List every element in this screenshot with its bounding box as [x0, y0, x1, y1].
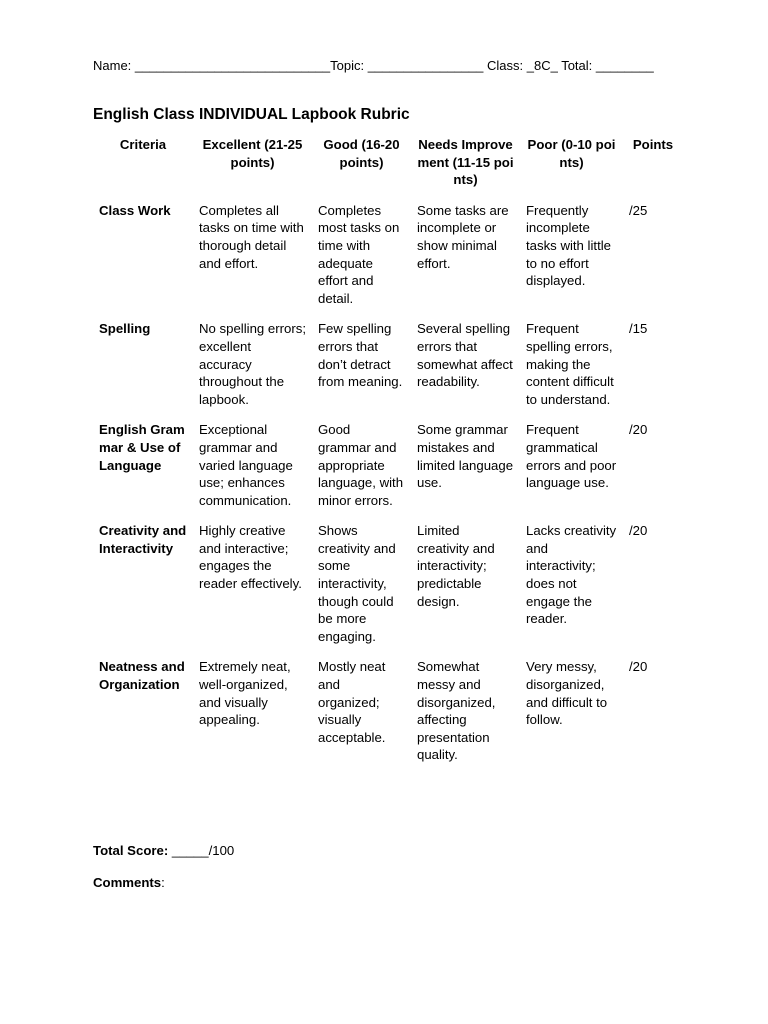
row-good: Completes most tasks on time with adequate effort and detail. — [318, 202, 400, 306]
total-blank: ________ — [595, 58, 654, 73]
header-needs-improvement: Needs Improvement (11-15 points) — [417, 137, 514, 188]
row-excellent: Completes all tasks on time with thorough detail and effort. — [199, 202, 304, 271]
total-label: Total: — [557, 58, 596, 73]
row-points: /25 — [629, 202, 648, 218]
header-fields — [93, 57, 654, 74]
total-score-label: Total Score: — [93, 843, 169, 858]
topic-label: Topic: — [330, 58, 368, 73]
row-points: /20 — [629, 422, 648, 438]
class-value: _8C_ — [526, 58, 558, 73]
row-excellent: Extremely neat, well-organized, and visually appealing. — [199, 659, 291, 728]
header-good: Good (16-20 points) — [323, 137, 400, 170]
row-points: /15 — [629, 321, 648, 337]
comments-label: Comments — [93, 875, 162, 890]
row-needs-improvement: Limited creativity and interactivity; predictable design. — [417, 523, 495, 609]
row-needs-improvement: Some tasks are incomplete or show minimal effort. — [417, 202, 509, 271]
row-needs-improvement: Somewhat messy and disorganized, affecting presentation quality. — [417, 659, 496, 763]
row-poor: Frequently incomplete tasks with little to no effort displayed. — [526, 202, 612, 289]
row-points: /20 — [629, 659, 648, 675]
comments-line — [93, 874, 165, 891]
table-header-row — [93, 136, 683, 202]
row-poor: Frequent spelling errors, making the content difficult to understand. — [526, 321, 614, 407]
row-criteria: Class Work — [99, 202, 171, 218]
row-needs-improvement: Several spelling errors that somewhat affect readability. — [417, 321, 513, 390]
header-excellent: Excellent (21-25 points) — [202, 137, 303, 170]
topic-blank: ________________ — [367, 58, 487, 73]
table-row — [93, 658, 683, 777]
row-poor: Frequent grammatical errors and poor language use. — [526, 422, 617, 491]
row-needs-improvement: Some grammar mistakes and limited language use. — [417, 422, 514, 491]
row-good: Mostly neat and organized; visually acceptable. — [318, 659, 386, 745]
name-label: Name: — [93, 58, 135, 73]
row-points: /20 — [629, 523, 648, 539]
row-poor: Very messy, disorganized, and difficult to follow. — [526, 659, 608, 728]
name-blank: ___________________________ — [134, 58, 331, 73]
row-criteria: English Grammar & Use of Language — [99, 422, 185, 473]
table-row — [93, 320, 683, 421]
total-score-value: _____/100 — [168, 843, 235, 858]
header-poor: Poor (0-10 points) — [527, 137, 616, 170]
row-excellent: No spelling errors; excellent accuracy throughout the lapbook. — [199, 321, 307, 407]
header-points: Points — [632, 137, 674, 152]
row-good: Shows creativity and some interactivity, though could be more engaging. — [318, 523, 396, 644]
total-score-line — [93, 842, 234, 859]
row-criteria: Spelling — [99, 321, 151, 337]
page-title: English Class INDIVIDUAL Lapbook Rubric — [93, 106, 410, 123]
rubric-table — [93, 136, 683, 777]
table-row — [93, 522, 683, 658]
header-criteria: Criteria — [119, 137, 167, 152]
table-row — [93, 421, 683, 522]
row-poor: Lacks creativity and interactivity; does not engage the reader. — [526, 523, 617, 627]
table-row — [93, 202, 683, 321]
row-excellent: Exceptional grammar and varied language use; enhances communication. — [199, 422, 293, 508]
row-good: Few spelling errors that don’t detract from meaning. — [318, 321, 403, 390]
row-criteria: Neatness and Organization — [99, 659, 185, 693]
row-good: Good grammar and appropriate language, with minor errors. — [318, 422, 404, 508]
class-label: Class: — [487, 58, 527, 73]
comments-colon: : — [161, 875, 165, 890]
row-excellent: Highly creative and interactive; engages the reader effectively. — [199, 523, 302, 592]
row-criteria: Creativity and Interactivity — [99, 523, 187, 556]
